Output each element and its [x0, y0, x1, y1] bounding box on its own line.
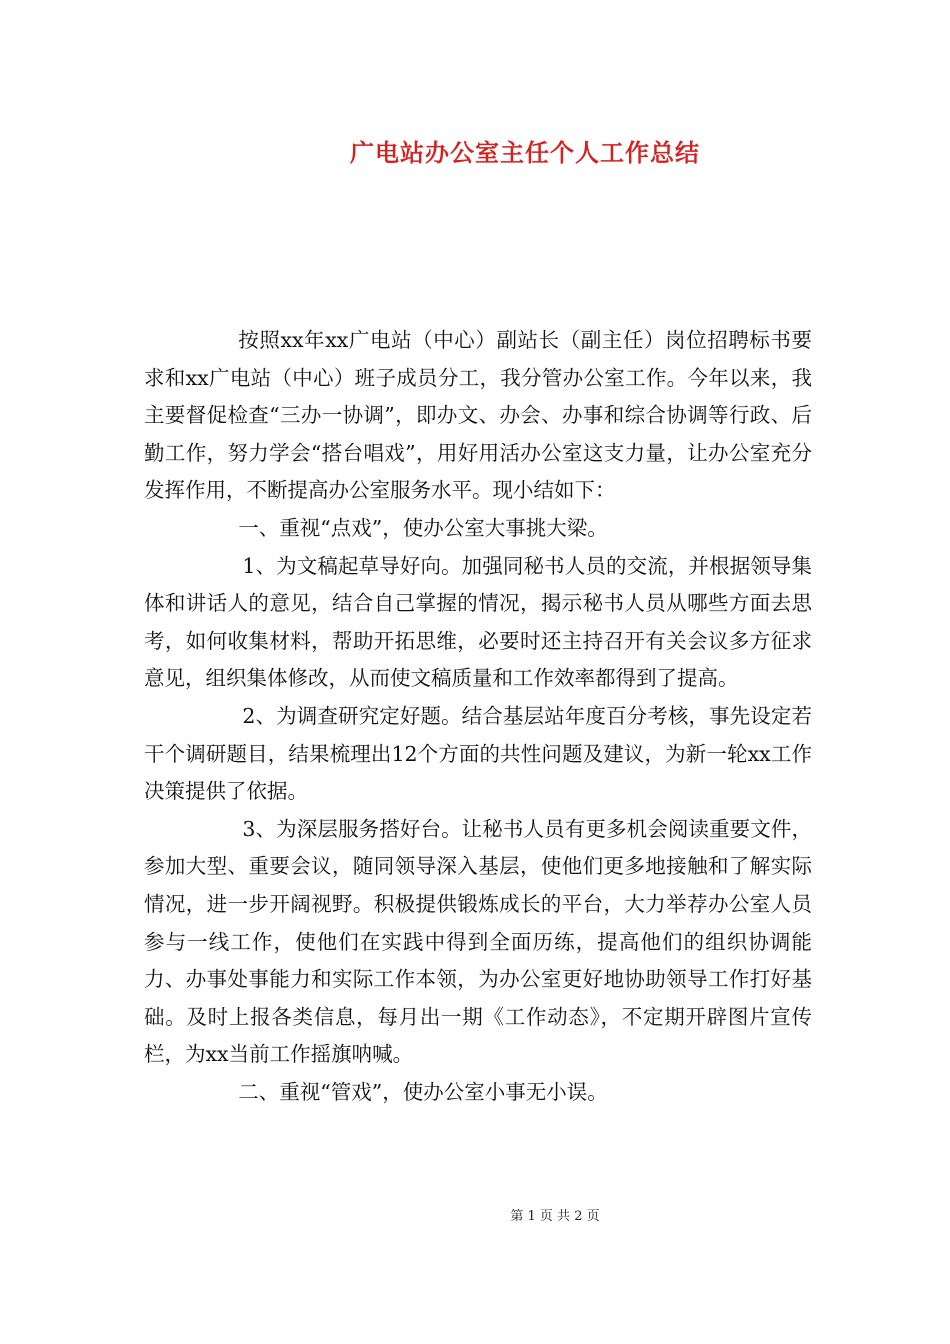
paragraph-item-1: 1、为文稿起草导好向。加强同秘书人员的交流，并根据领导集体和讲话人的意见，结合自己掌握的情况，揭示秘书人员从哪些方面去思考，如何收集材料，帮助开拓思维，必要时还主持召开有关会议多方征求意见，组织集体修改，从而使文稿质量和工作效率都得到了提高。 [144, 553, 812, 691]
section-heading-1: 一、重视“点戏”，使办公室大事挑大梁。 [238, 515, 608, 540]
page-number: 第 1 页 共 2 页 [510, 1209, 600, 1224]
section-heading-2: 二、重视“管戏”，使办公室小事无小误。 [238, 1079, 608, 1104]
document-title: 广电站办公室主任个人工作总结 [350, 138, 700, 167]
paragraph-item-2: 2、为调查研究定好题。结合基层站年度百分考核，事先设定若干个调研题目，结果梳理出12个方面的共性问题及建议，为新一轮xx工作决策提供了依据。 [144, 703, 812, 804]
paragraph-intro: 按照xx年xx广电站（中心）副站长（副主任）岗位招聘标书要求和xx广电站（中心）班子成员分工，我分管办公室工作。今年以来，我主要督促检查“三办一协调”，即办文、办会、办事和综合协调等行政、后勤工作，努力学会“搭台唱戏”，用好用活办公室这支力量，让办公室充分发挥作用，不断提高办公室服务水平。现小结如下： [144, 328, 812, 503]
document-body [144, 322, 812, 1111]
paragraph-item-3: 3、为深层服务搭好台。让秘书人员有更多机会阅读重要文件，参加大型、重要会议，随同领导深入基层，使他们更多地接触和了解实际情况，进一步开阔视野。积极提供锻炼成长的平台，大力举荐办公室人员参与一线工作，使他们在实践中得到全面历练，提高他们的组织协调能力、办事处事能力和实际工作本领，为办公室更好地协助领导工作打好基础。及时上报各类信息，每月出一期《工作动态》，不定期开辟图片宣传栏，为xx当前工作摇旗呐喊。 [144, 816, 812, 1067]
